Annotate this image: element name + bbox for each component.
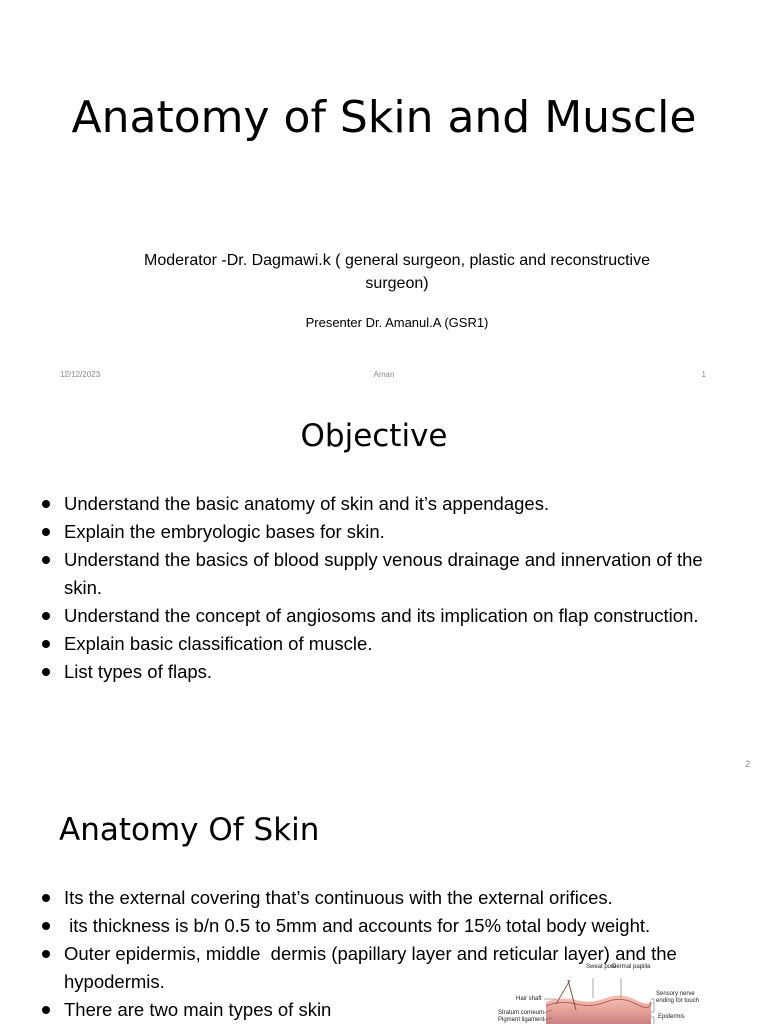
label-stratum-corneum: Stratum corneum [498,1010,545,1016]
slide-title-text: Anatomy of Skin and Muscle [71,92,697,143]
objective-slide [0,390,768,780]
label-epidermis: Epidermis [658,1014,685,1020]
page-number: 2 [744,759,750,769]
list-item: Explain the embryologic bases for skin. [40,518,730,546]
list-item: Understand the basic anatomy of skin and it’s appendages. [40,490,730,518]
skin-diagram [486,962,716,1024]
bullet-icon [42,668,50,676]
label-sweat-pore: Sweat pore [586,964,617,970]
objective-list [40,490,730,686]
list-item: Understand the basics of blood supply venous drainage and innervation of the skin. [40,546,730,602]
list-item: Understand the concept of angiosoms and its implication on flap construction. [40,602,730,630]
bullet-icon [42,922,50,930]
bullet-icon [42,528,50,536]
bullet-icon [42,612,50,620]
bullet-icon [42,640,50,648]
list-item: Its the external covering that’s continuous with the external orifices. [40,884,730,912]
label-hair-shaft: Hair shaft [516,996,542,1002]
anatomy-slide [0,780,768,1024]
presenter-line: Presenter Dr. Amanul.A (GSR1) [305,315,489,330]
slide-title [0,92,768,144]
list-item: Outer epidermis, middle dermis (papillary layer and reticular layer) and the hypodermis. [40,940,730,996]
footer-author: Aman [373,370,395,379]
moderator-line: Moderator -Dr. Dagmawi.k ( general surgeon, plastic and reconstructive surgeon) [144,252,650,292]
bullet-icon [42,894,50,902]
label-dermal-papilla: Dermal papilla [612,964,651,970]
label-pigment-ligament: Pigment ligament [498,1017,545,1023]
bullet-icon [42,556,50,564]
bullet-icon [42,500,50,508]
list-item: List types of flaps. [40,658,730,686]
bullet-icon [42,950,50,958]
footer-page-number: 1 [701,370,706,379]
slide-title: Anatomy Of Skin [59,812,320,848]
footer-date: 12/12/2023 [60,370,101,379]
bullet-icon [42,1006,50,1014]
label-sensory-nerve: Sensory nerve ending for touch [656,991,700,1004]
list-item: Explain basic classification of muscle. [40,630,730,658]
slide-title: Objective [300,418,448,454]
list-item: There are two main types of skin [40,996,730,1024]
title-slide [0,0,768,390]
list-item: its thickness is b/n 0.5 to 5mm and accounts for 15% total body weight. [40,912,730,940]
